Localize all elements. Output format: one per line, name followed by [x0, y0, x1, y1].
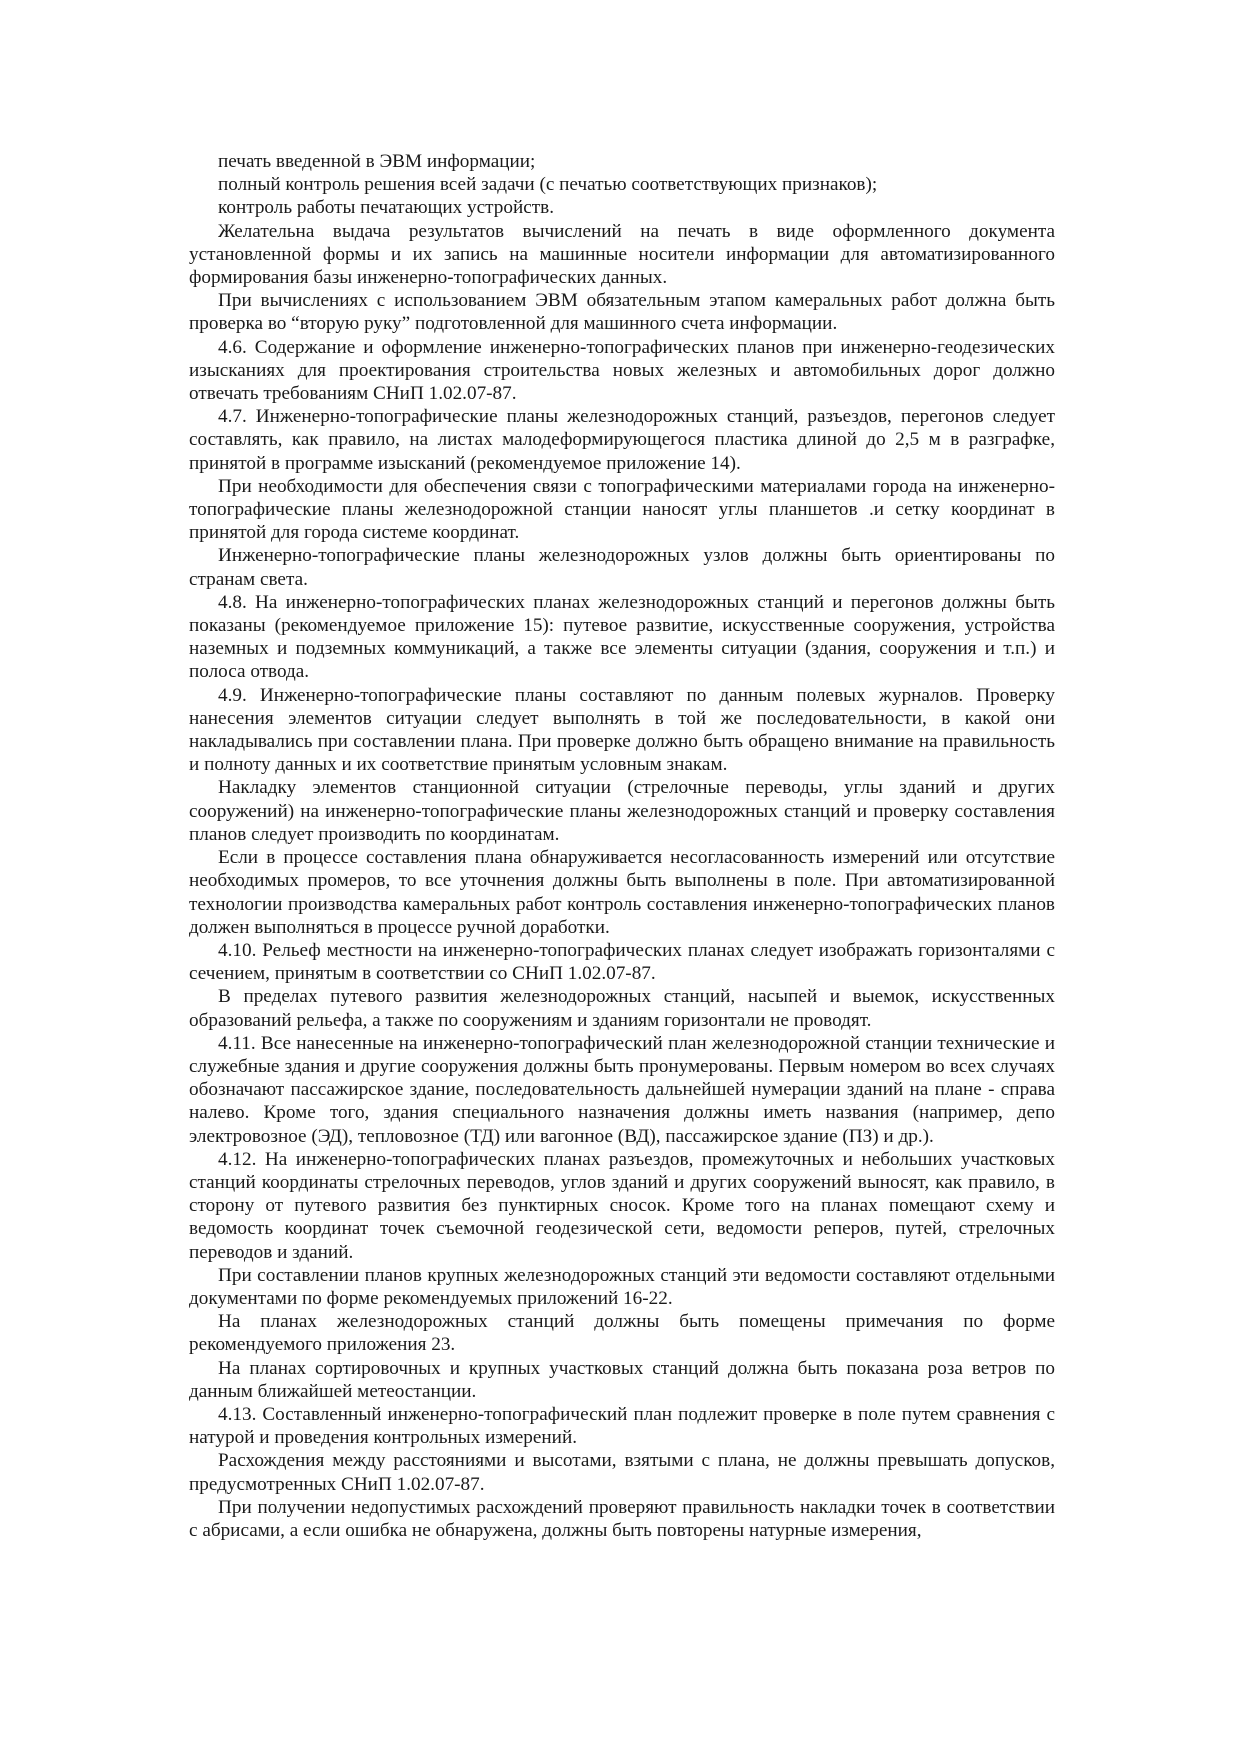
document-page [189, 150, 1055, 1542]
paragraph-6: 4.6. Содержание и оформление инженерно-топографических планов при инженерно-геодезических изысканиях для проектирования строительства новых железных и автомобильных дорог должно отвечать требованиям СНиП 1.02.07-87. [189, 336, 1055, 405]
paragraph-16: 4.11. Все нанесенные на инженерно-топографический план железнодорожной станции технические и служебные здания и другие сооружения должны быть пронумерованы. Первым номером во всех случаях обозначают пассажирское здание, последовательность дальнейшей нумерации зданий на плане - справа налево. Кроме того, здания специального назначения должны иметь названия (например, депо электровозное (ЭД), тепловозное (ТД) или вагонное (ВД), пассажирское здание (ПЗ) и др.). [189, 1032, 1055, 1147]
paragraph-1: печать введенной в ЭВМ информации; [218, 151, 536, 172]
paragraph-21: 4.13. Составленный инженерно-топографический план подлежит проверке в поле путем сравнения с натурой и проведения контрольных измерений. [189, 1403, 1055, 1449]
paragraph-19: На планах железнодорожных станций должны быть помещены примечания по форме рекомендуемого приложения 23. [189, 1311, 1055, 1356]
paragraph-18: При составлении планов крупных железнодорожных станций эти ведомости составляют отдельными документами по форме рекомендуемых приложений 16-22. [189, 1264, 1055, 1309]
paragraph-5: При вычислениях с использованием ЭВМ обязательным этапом камеральных работ должна быть проверка во “вторую руку” подготовленной для машинного счета информации. [189, 290, 1055, 335]
paragraph-7: 4.7. Инженерно-топографические планы железнодорожных станций, разъездов, перегонов следует составлять, как правило, на листах малодеформирующегося пластика длиной до 2,5 м в разграфке, принятой в программе изысканий (рекомендуемое приложение 14). [189, 406, 1055, 474]
paragraph-23: При получении недопустимых расхождений проверяют правильность накладки точек в соответствии с абрисами, а если ошибка не обнаружена, должны быть повторены натурные измерения, [189, 1496, 1055, 1541]
paragraph-3: контроль работы печатающих устройств. [218, 197, 554, 219]
paragraph-14: 4.10. Рельеф местности на инженерно-топографических планах следует изображать горизонталями с сечением, принятым в соответствии со СНиП 1.02.07-87. [189, 939, 1055, 985]
paragraph-2: полный контроль решения всей задачи (с печатью соответствующих признаков); [218, 174, 878, 196]
paragraph-10: 4.8. На инженерно-топографических планах железнодорожных станций и перегонов должны быть показаны (рекомендуемое приложение 15): путевое развитие, искусственные сооружения, устройства наземных и подземных коммуникаций, а также все элементы ситуации (здания, сооружения и т.п.) и полоса отвода. [189, 591, 1055, 683]
paragraph-22: Расхождения между расстояниями и высотами, взятыми с плана, не должны превышать допусков, предусмотренных СНиП 1.02.07-87. [189, 1450, 1055, 1495]
paragraph-17: 4.12. На инженерно-топографических планах разъездов, промежуточных и небольших участковых станций координаты стрелочных переводов, углов зданий и других сооружений выносят, как правило, в сторону от путевого развития без пунктирных сносок. Кроме того на планах помещают схему и ведомость координат точек съемочной геодезической сети, ведомости реперов, путей, стрелочных переводов и зданий. [189, 1148, 1055, 1263]
paragraph-20: На планах сортировочных и крупных участковых станций должна быть показана роза ветров по данным ближайшей метеостанции. [189, 1357, 1055, 1402]
paragraph-11: 4.9. Инженерно-топографические планы составляют по данным полевых журналов. Проверку нанесения элементов ситуации следует выполнять в той же последовательности, в какой они накладывались при составлении плана. При проверке должно быть обращено внимание на правильность и полноту данных и их соответствие принятым условным знакам. [189, 684, 1055, 776]
paragraph-4: Желательна выдача результатов вычислений на печать в виде оформленного документа установленной формы и их запись на машинные носители информации для автоматизированного формирования базы инженерно-топографических данных. [189, 220, 1055, 289]
paragraph-15: В пределах путевого развития железнодорожных станций, насыпей и выемок, искусственных образований рельефа, а также по сооружениям и зданиям горизонтали не проводят. [189, 986, 1055, 1031]
paragraph-8: При необходимости для обеспечения связи с топографическими материалами города на инженерно-топографические планы железнодорожной станции наносят углы планшетов .и сетку координат в принятой для города системе координат. [189, 475, 1055, 544]
paragraph-9: Инженерно-топографические планы железнодорожных узлов должны быть ориентированы по странам света. [189, 545, 1055, 590]
paragraph-12: Накладку элементов станционной ситуации (стрелочные переводы, углы зданий и других сооружений) на инженерно-топографические планы железнодорожных станций и проверку составления планов следует производить по координатам. [189, 777, 1055, 845]
paragraph-13: Если в процессе составления плана обнаруживается несогласованность измерений или отсутствие необходимых промеров, то все уточнения должны быть выполнены в поле. При автоматизированной технологии производства камеральных работ контроль составления инженерно-топографических планов должен выполняться в процессе ручной доработки. [189, 847, 1055, 938]
